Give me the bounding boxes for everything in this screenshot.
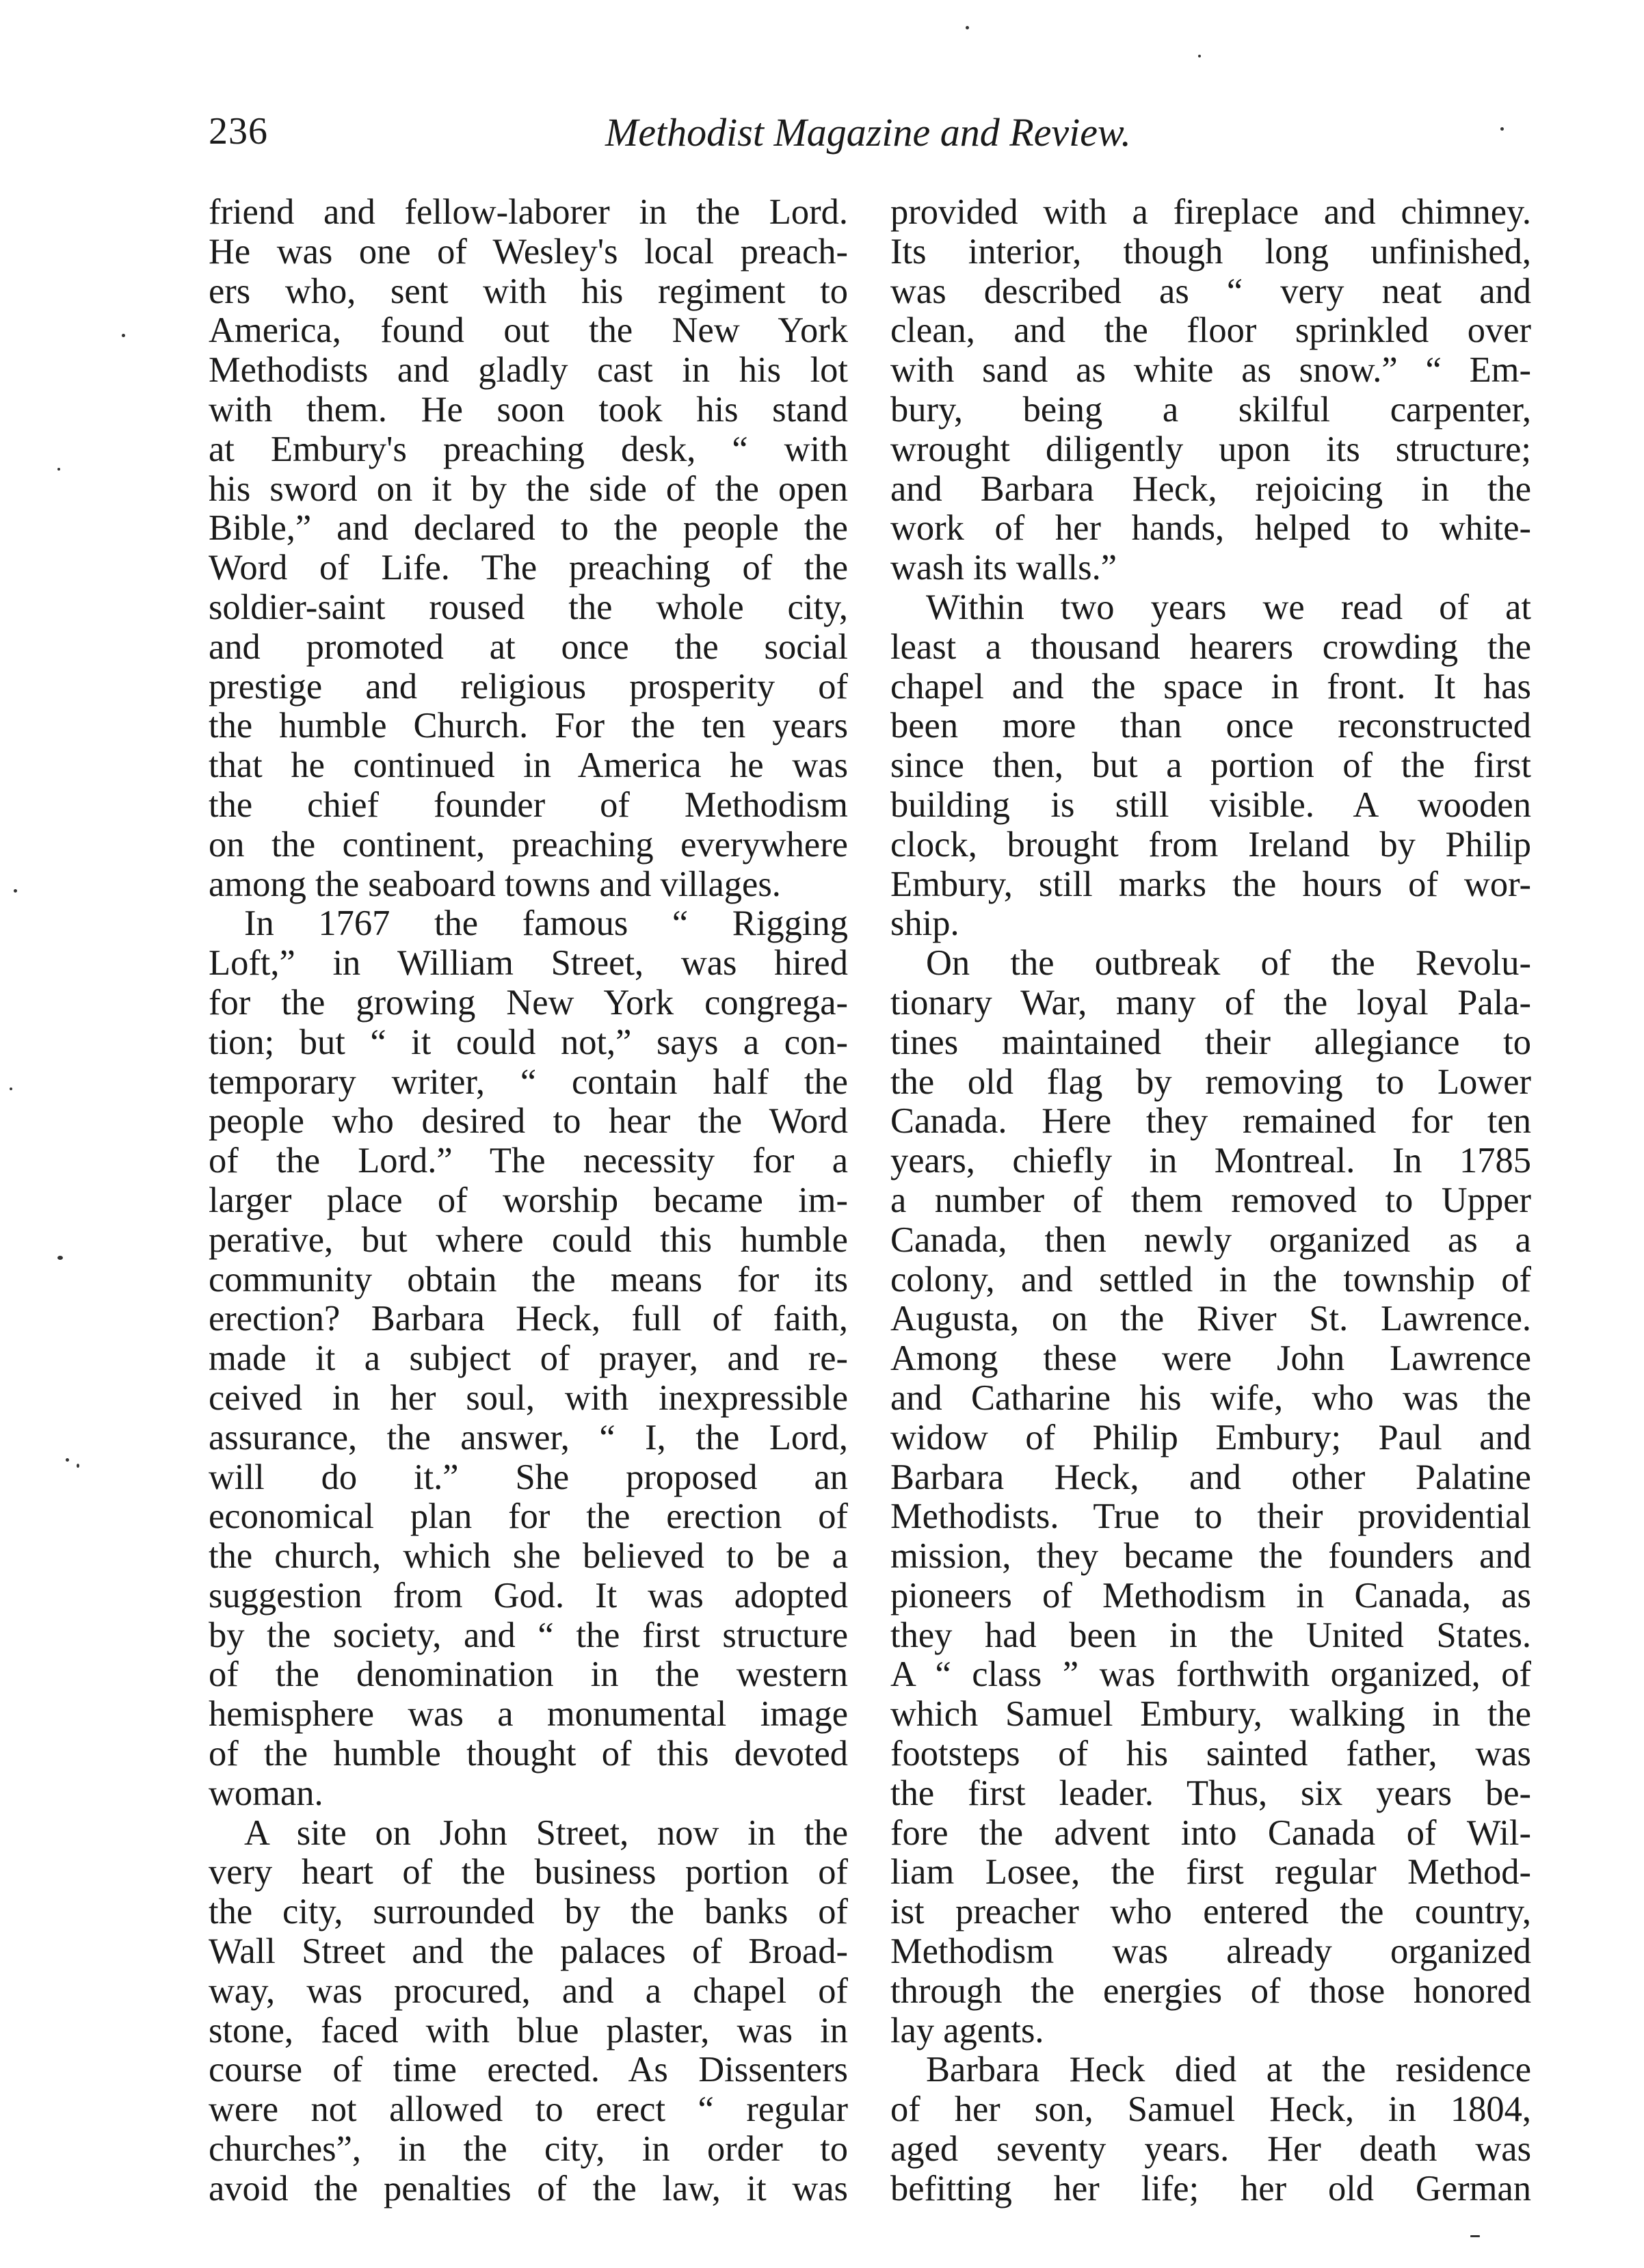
left-column-text-line: his sword on it by the side of the open xyxy=(209,469,848,509)
left-column-text-line: Word of Life. The preaching of the xyxy=(209,548,848,588)
left-text-column xyxy=(209,193,848,2209)
left-column-text-line: ceived in her soul, with inexpressible xyxy=(209,1377,848,1418)
left-column-text-line: larger place of worship became im- xyxy=(209,1180,848,1220)
left-column-text-line: the city, surrounded by the banks of xyxy=(209,1892,848,1932)
right-column-text-line: ship. xyxy=(890,904,959,944)
left-column-text-line: of the denomination in the western xyxy=(209,1654,848,1695)
left-column-text-line: suggestion from God. It was adopted xyxy=(209,1575,848,1616)
right-column-text-line: wrought diligently upon its structure; xyxy=(890,429,1531,469)
right-column-text-line: Within two years we read of at xyxy=(926,587,1531,627)
right-column-text-line: A “ class ” was forthwith organized, of xyxy=(890,1654,1531,1695)
right-column-text-line: Barbara Heck, and other Palatine xyxy=(890,1457,1531,1497)
left-column-text-line: and promoted at once the social xyxy=(209,627,848,667)
right-column-text-line: befitting her life; her old German xyxy=(890,2168,1531,2208)
left-column-text-line: very heart of the business portion of xyxy=(209,1852,848,1893)
right-column-text-line: Among these were John Lawrence xyxy=(890,1339,1531,1379)
right-column-text-line: they had been in the United States. xyxy=(890,1615,1531,1655)
right-column-text-line: which Samuel Embury, walking in the xyxy=(890,1694,1531,1735)
left-column-text-line: for the growing New York congrega- xyxy=(209,982,848,1023)
right-column-text-line: wash its walls.” xyxy=(890,548,1117,588)
left-column-text-line: temporary writer, “ contain half the xyxy=(209,1062,848,1102)
right-column-text-line: years, chiefly in Montreal. In 1785 xyxy=(890,1141,1531,1181)
right-column-text-line: Augusta, on the River St. Lawrence. xyxy=(890,1299,1531,1339)
right-column-text-line: Embury, still marks the hours of wor- xyxy=(890,864,1531,904)
left-column-text-line: Bible,” and declared to the people the xyxy=(209,508,848,549)
right-column-text-line: and Catharine his wife, who was the xyxy=(890,1377,1531,1418)
left-column-text-line: erection? Barbara Heck, full of faith, xyxy=(209,1299,848,1339)
right-column-text-line: colony, and settled in the township of xyxy=(890,1259,1531,1300)
left-column-text-line: friend and fellow-laborer in the Lord. xyxy=(209,192,848,232)
right-column-text-line: tines maintained their allegiance to xyxy=(890,1022,1531,1062)
left-column-text-line: Methodists and gladly cast in his lot xyxy=(209,350,848,391)
left-column-text-line: woman. xyxy=(209,1773,323,1813)
left-column-text-line: hemisphere was a monumental image xyxy=(209,1694,848,1735)
scan-speck xyxy=(57,468,60,471)
right-column-text-line: building is still visible. A wooden xyxy=(890,784,1531,825)
left-column-text-line: soldier-saint roused the whole city, xyxy=(209,587,848,627)
right-column-text-line: of her son, Samuel Heck, in 1804, xyxy=(890,2089,1531,2130)
right-column-text-line: fore the advent into Canada of Wil- xyxy=(890,1812,1531,1853)
right-column-text-line: pioneers of Methodism in Canada, as xyxy=(890,1575,1531,1616)
right-column-text-line: chapel and the space in front. It has xyxy=(890,666,1531,707)
right-column-text-line: footsteps of his sainted father, was xyxy=(890,1734,1531,1774)
left-column-text-line: that he continued in America he was xyxy=(209,746,848,786)
left-column-text-line: Wall Street and the palaces of Broad- xyxy=(209,1931,848,1972)
right-column-text-line: bury, being a skilful carpenter, xyxy=(890,389,1531,430)
right-column-text-line: liam Losee, the first regular Method- xyxy=(890,1852,1531,1893)
right-column-text-line: clean, and the floor sprinkled over xyxy=(890,311,1531,351)
left-column-text-line: people who desired to hear the Word xyxy=(209,1101,848,1142)
right-column-text-line: tionary War, many of the loyal Pala- xyxy=(890,982,1531,1023)
right-text-column xyxy=(890,193,1531,2209)
right-column-text-line: mission, they became the founders and xyxy=(890,1536,1531,1577)
scan-speck xyxy=(14,889,17,893)
right-column-text-line: lay agents. xyxy=(890,2010,1044,2051)
left-column-text-line: by the society, and “ the first structure xyxy=(209,1615,848,1655)
left-column-text-line: churches”, in the city, in order to xyxy=(209,2129,848,2170)
left-column-text-line: A site on John Street, now in the xyxy=(244,1812,848,1853)
left-column-text-line: prestige and religious prosperity of xyxy=(209,666,848,707)
right-column-text-line: Methodists. True to their providential xyxy=(890,1496,1531,1537)
page-number: 236 xyxy=(209,110,268,153)
scan-speck xyxy=(77,1464,79,1468)
left-column-text-line: assurance, the answer, “ I, the Lord, xyxy=(209,1417,848,1458)
right-column-text-line: provided with a fireplace and chimney. xyxy=(890,192,1531,232)
scan-speck xyxy=(1500,127,1504,131)
left-column-text-line: economical plan for the erection of xyxy=(209,1496,848,1537)
left-column-text-line: ers who, sent with his regiment to xyxy=(209,271,848,311)
left-column-text-line: America, found out the New York xyxy=(209,311,848,351)
scan-speck xyxy=(10,1087,12,1090)
left-column-text-line: way, was procured, and a chapel of xyxy=(209,1970,848,2011)
left-column-text-line: avoid the penalties of the law, it was xyxy=(209,2168,848,2208)
right-column-text-line: been more than once reconstructed xyxy=(890,706,1531,746)
running-title: Methodist Magazine and Review. xyxy=(605,110,1131,155)
right-column-text-line: the old flag by removing to Lower xyxy=(890,1062,1531,1102)
left-column-text-line: of the Lord.” The necessity for a xyxy=(209,1141,848,1181)
left-column-text-line: the church, which she believed to be a xyxy=(209,1536,848,1577)
page-header xyxy=(209,109,1193,164)
right-column-text-line: On the outbreak of the Revolu- xyxy=(926,943,1531,984)
left-column-text-line: of the humble thought of this devoted xyxy=(209,1734,848,1774)
right-column-text-line: with sand as white as snow.” “ Em- xyxy=(890,350,1531,391)
right-column-text-line: aged seventy years. Her death was xyxy=(890,2129,1531,2170)
scan-speck xyxy=(1470,2235,1480,2237)
left-column-text-line: course of time erected. As Dissenters xyxy=(209,2050,848,2090)
left-column-text-line: made it a subject of prayer, and re- xyxy=(209,1339,848,1379)
right-column-text-line: work of her hands, helped to white- xyxy=(890,508,1531,549)
scan-speck xyxy=(57,1256,63,1260)
left-column-text-line: Loft,” in William Street, was hired xyxy=(209,943,848,984)
scan-speck xyxy=(1198,55,1201,57)
right-column-text-line: least a thousand hearers crowding the xyxy=(890,627,1531,667)
left-column-text-line: stone, faced with blue plaster, was in xyxy=(209,2010,848,2051)
right-column-text-line: clock, brought from Ireland by Philip xyxy=(890,824,1531,865)
left-column-text-line: the chief founder of Methodism xyxy=(209,784,848,825)
right-column-text-line: was described as “ very neat and xyxy=(890,271,1531,311)
right-column-text-line: Barbara Heck died at the residence xyxy=(926,2050,1531,2090)
left-column-text-line: among the seaboard towns and villages. xyxy=(209,864,781,904)
left-column-text-line: In 1767 the famous “ Rigging xyxy=(244,904,848,944)
right-column-text-line: and Barbara Heck, rejoicing in the xyxy=(890,469,1531,509)
right-column-text-line: widow of Philip Embury; Paul and xyxy=(890,1417,1531,1458)
left-column-text-line: perative, but where could this humble xyxy=(209,1219,848,1260)
right-column-text-line: since then, but a portion of the first xyxy=(890,746,1531,786)
left-column-text-line: on the continent, preaching everywhere xyxy=(209,824,848,865)
left-column-text-line: tion; but “ it could not,” says a con- xyxy=(209,1022,848,1062)
left-column-text-line: He was one of Wesley's local preach- xyxy=(209,231,848,272)
right-column-text-line: the first leader. Thus, six years be- xyxy=(890,1773,1531,1813)
left-column-text-line: were not allowed to erect “ regular xyxy=(209,2089,848,2130)
left-column-text-line: the humble Church. For the ten years xyxy=(209,706,848,746)
right-column-text-line: Methodism was already organized xyxy=(890,1931,1531,1972)
right-column-text-line: Its interior, though long unfinished, xyxy=(890,231,1531,272)
right-column-text-line: Canada, then newly organized as a xyxy=(890,1219,1531,1260)
left-column-text-line: community obtain the means for its xyxy=(209,1259,848,1300)
left-column-text-line: at Embury's preaching desk, “ with xyxy=(209,429,848,469)
right-column-text-line: through the energies of those honored xyxy=(890,1970,1531,2011)
scan-speck xyxy=(66,1458,69,1462)
right-column-text-line: ist preacher who entered the country, xyxy=(890,1892,1531,1932)
left-column-text-line: will do it.” She proposed an xyxy=(209,1457,848,1497)
left-column-text-line: with them. He soon took his stand xyxy=(209,389,848,430)
scan-speck xyxy=(966,26,969,29)
right-column-text-line: a number of them removed to Upper xyxy=(890,1180,1531,1220)
right-column-text-line: Canada. Here they remained for ten xyxy=(890,1101,1531,1142)
scan-speck xyxy=(122,334,125,337)
